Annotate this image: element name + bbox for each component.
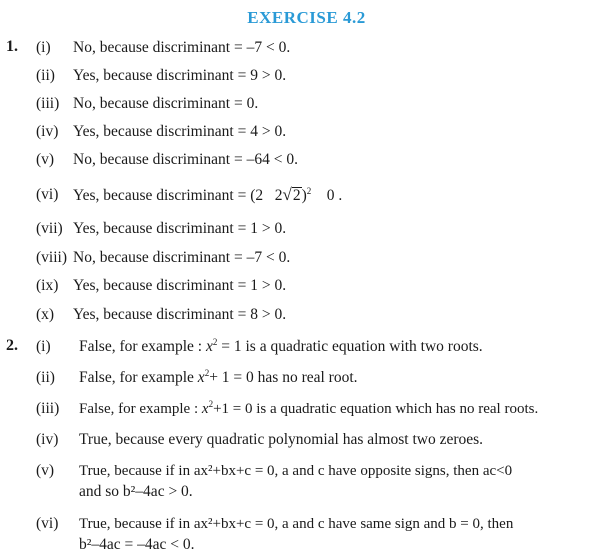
item-label: (i) — [36, 39, 51, 56]
q2-item-v — [36, 462, 513, 480]
item-text: No, because discriminant = –7 < 0. — [73, 249, 291, 266]
item-label: (iii) — [36, 95, 60, 112]
item-text: Yes, because discriminant = 1 > 0. — [73, 220, 287, 237]
item-label: (iii) — [36, 400, 60, 417]
item-label: (vi) — [36, 186, 59, 203]
item-text-line2: and so b²–4ac > 0. — [79, 483, 193, 500]
q2-item-vi — [36, 515, 514, 533]
item-label: (vii) — [36, 220, 63, 237]
item-label: (ix) — [36, 277, 59, 294]
item-label: (x) — [36, 306, 55, 323]
radicand: 2 — [292, 187, 301, 204]
item-text — [73, 186, 342, 205]
item-label: (ii) — [36, 67, 55, 84]
item-text: No, because discriminant = –64 < 0. — [73, 151, 298, 168]
item-text-pre: Yes, because discriminant = — [73, 187, 251, 204]
text-part: False, for example : — [79, 338, 206, 355]
exponent: 2 — [204, 368, 210, 378]
question-number-1: 1. — [6, 38, 18, 55]
text-part: False, for example : — [79, 401, 202, 417]
item-text: True, because every quadratic polynomial has almost two zeroes. — [79, 431, 484, 448]
item-text: Yes, because discriminant = 1 > 0. — [73, 277, 287, 294]
question-number-2: 2. — [6, 337, 18, 354]
item-text: Yes, because discriminant = 4 > 0. — [73, 123, 287, 140]
item-text: No, because discriminant = –7 < 0. — [73, 39, 291, 56]
square-root — [283, 186, 302, 205]
item-text — [79, 369, 358, 387]
q2-item-iii — [36, 399, 539, 418]
expr-open: (2 — [250, 187, 264, 204]
q1-item-ix — [36, 277, 287, 295]
item-text: Yes, because discriminant = 9 > 0. — [73, 67, 287, 84]
q1-item-iii — [36, 95, 259, 113]
item-text-line1: True, because if in ax²+bx+c = 0, a and c have same sign and b = 0, then — [79, 516, 514, 532]
text-part: = 1 is a quadratic equation with two roots. — [217, 338, 483, 355]
expr-tail: 0 . — [326, 187, 343, 204]
expr-close: ) — [301, 187, 307, 204]
exponent: 2 — [208, 399, 214, 409]
text-part: +1 = 0 is a quadratic equation which has no real roots. — [213, 401, 539, 417]
radical-icon: √ — [282, 185, 292, 204]
q2-item-vi-cont — [79, 536, 195, 554]
variable: x — [197, 369, 205, 386]
variable: x — [205, 338, 213, 355]
q2-item-ii — [36, 368, 358, 387]
q1-item-vi — [36, 185, 343, 204]
item-label: (viii) — [36, 249, 67, 266]
q1-item-iv — [36, 123, 287, 141]
q2-item-i — [36, 337, 483, 356]
q2-item-v-cont — [79, 483, 193, 501]
item-label: (v) — [36, 462, 55, 479]
item-text: Yes, because discriminant = 8 > 0. — [73, 306, 287, 323]
item-label: (v) — [36, 151, 55, 168]
item-label: (vi) — [36, 515, 59, 532]
q1-item-viii — [36, 249, 291, 267]
item-text-line1: True, because if in ax²+bx+c = 0, a and c have opposite signs, then ac<0 — [79, 463, 513, 479]
item-label: (iv) — [36, 431, 59, 448]
variable: x — [201, 401, 209, 417]
item-text: No, because discriminant = 0. — [73, 95, 259, 112]
q2-item-iv — [36, 431, 484, 449]
q1-item-v — [36, 151, 298, 169]
item-label: (i) — [36, 338, 51, 355]
q1-item-ii — [36, 67, 287, 85]
text-part: + 1 = 0 has no real root. — [209, 369, 358, 386]
exercise-title: EXERCISE 4.2 — [247, 8, 366, 27]
q1-item-x — [36, 306, 287, 324]
expr-power: 2 — [306, 186, 312, 196]
text-part: False, for example — [79, 369, 198, 386]
q1-item-vii — [36, 220, 287, 238]
item-text-line2: b²–4ac = –4ac < 0. — [79, 536, 195, 553]
q1-item-i — [36, 39, 291, 57]
item-text — [79, 338, 483, 356]
exponent: 2 — [212, 337, 218, 347]
expr-mid: 2 — [274, 187, 283, 204]
item-label: (ii) — [36, 369, 55, 386]
item-label: (iv) — [36, 123, 59, 140]
item-text — [79, 400, 538, 418]
